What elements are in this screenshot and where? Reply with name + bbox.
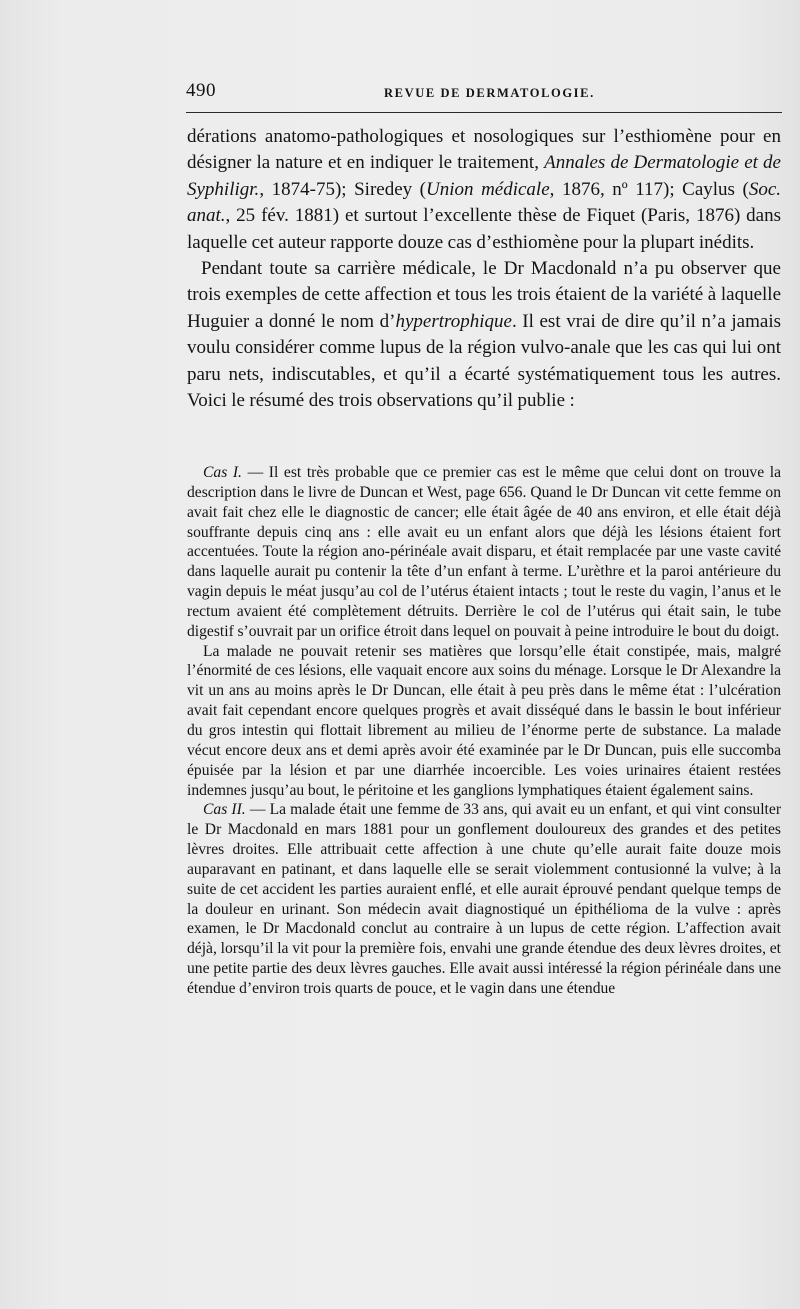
- citation-title: Soc. anat.: [187, 178, 781, 227]
- journal-title: REVUE DE DERMATOLOGIE.: [384, 86, 595, 100]
- text-run: Pendant toute sa carrière médicale, le Dr Macdonald n’a pu observer que trois exemples de cette affection et tous les trois étaient de la variété à laquelle Huguier a donné le nom d’: [187, 258, 781, 332]
- text-run: , 25 fév. 1881) et surtout l’excellente thèse de Fiquet (Paris, 1876) dans laquelle cet auteur rapporte douze cas d’esthiomène pour la plupart inédits.: [187, 205, 781, 253]
- case-reports: [187, 463, 781, 999]
- header-rule: [186, 112, 782, 113]
- case-2: [187, 800, 781, 998]
- text-run: — Il est très probable que ce premier cas est le même que celui dont on trouve la description dans le livre de Duncan et West, page 656. Quand le Dr Duncan vit cette femme on avait fait chez elle le diagnostic de cancer; elle était âgée de 40 ans environ, et elle était déjà souffrante depuis cinq ans : elle avait eu un enfant alors que déjà les lésions étaient fort accentuées. Toute la région ano-périnéale avait disparu, et était remplacée par une vaste cavité dans laquelle aurait pu contenir la tête d’un enfant à terme. L’urèthre et la paroi antérieure du vagin depuis le méat jusqu’au col de l’utérus étaient intacts ; tout le reste du vagin, l’anus et le rectum avaient été complètement détruits. Derrière le col de l’utérus qui était sain, le tube digestif s’ouvrait par un orifice étroit dans lequel on pouvait à peine introduire le bout du doigt.: [187, 464, 781, 640]
- case-1-continued: La malade ne pouvait retenir ses matières que lorsqu’elle était constipée, mais, malgré l’énormité de ces lésions, elle vaquait encore aux soins du ménage. Lorsque le Dr Alexandre la vit un ans au moins après le Dr Duncan, elle était à peu près dans le même état : l’ulcération avait fait cependant encore quelques progrès et avait disséqué dans le bassin le bout inférieur du gros intestin qui flottait librement au milieu de l’énorme perte de substance. La malade vécut encore deux ans et demi après avoir été examinée par le Dr Duncan, puis elle succomba épuisée par la lésion et par une diarrhée incoercible. Les voies urinaires étaient restées indemnes jusqu’au bout, le péritoine et les ganglions lymphatiques étaient également sains.: [187, 642, 781, 799]
- text-run: , 1876, nº 117); Caylus (: [549, 178, 749, 200]
- citation-title: Annales de Dermatologie et de Syphiligr.: [187, 152, 781, 200]
- text-run: . Il est vrai de dire qu’il n’a jamais voulu considérer comme lupus de la région vulvo-anale que les cas qui lui ont paru nets, indiscutables, et qu’il a écarté systématiquement tous les autres. Voici le résumé des trois observations qu’il publie :: [187, 310, 781, 412]
- case-label: Cas II.: [203, 801, 246, 819]
- running-head: [186, 80, 786, 104]
- case-1: [187, 463, 781, 642]
- paragraph-macdonald: [187, 256, 781, 414]
- text-run: , 1874-75); Siredey (: [259, 178, 427, 200]
- case-label: Cas I.: [203, 464, 242, 481]
- main-text: [187, 124, 781, 414]
- emphasis: hypertrophique: [395, 310, 512, 332]
- page-number: 490: [186, 80, 216, 101]
- text-run: — La malade était une femme de 33 ans, qui avait eu un enfant, et qui vint consulter le Dr Macdonald en mars 1881 pour un gonflement douloureux des grandes et des petites lèvres droites. Elle attribuait cette affection à une chute qu’elle aurait faite douze mois auparavant en patinant, et dans laquelle elle se serait violemment contusionné la vulve; à la suite de cet accident les parties auraient enflé, et elle aurait éprouvé pendant quelque temps de la douleur en urinant. Son médecin avait diagnostiqué un épithélioma de la vulve : après examen, le Dr Macdonald conclut au contraire à un lupus de cette région. L’affection avait déjà, lorsqu’il la vit pour la première fois, envahi une grande étendue des deux lèvres droites, et une petite partie des deux lèvres gauches. Elle avait aussi intéressé la région périnéale dans une étendue d’environ trois quarts de pouce, et le vagin dans une étendue: [187, 801, 782, 997]
- text-run: dérations anatomo-pathologiques et nosologiques sur l’esthiomène pour en désigner la nature et en indiquer le traitement,: [187, 126, 781, 174]
- citation-title: Union médicale: [426, 178, 550, 200]
- paragraph-bibliography: [187, 124, 781, 256]
